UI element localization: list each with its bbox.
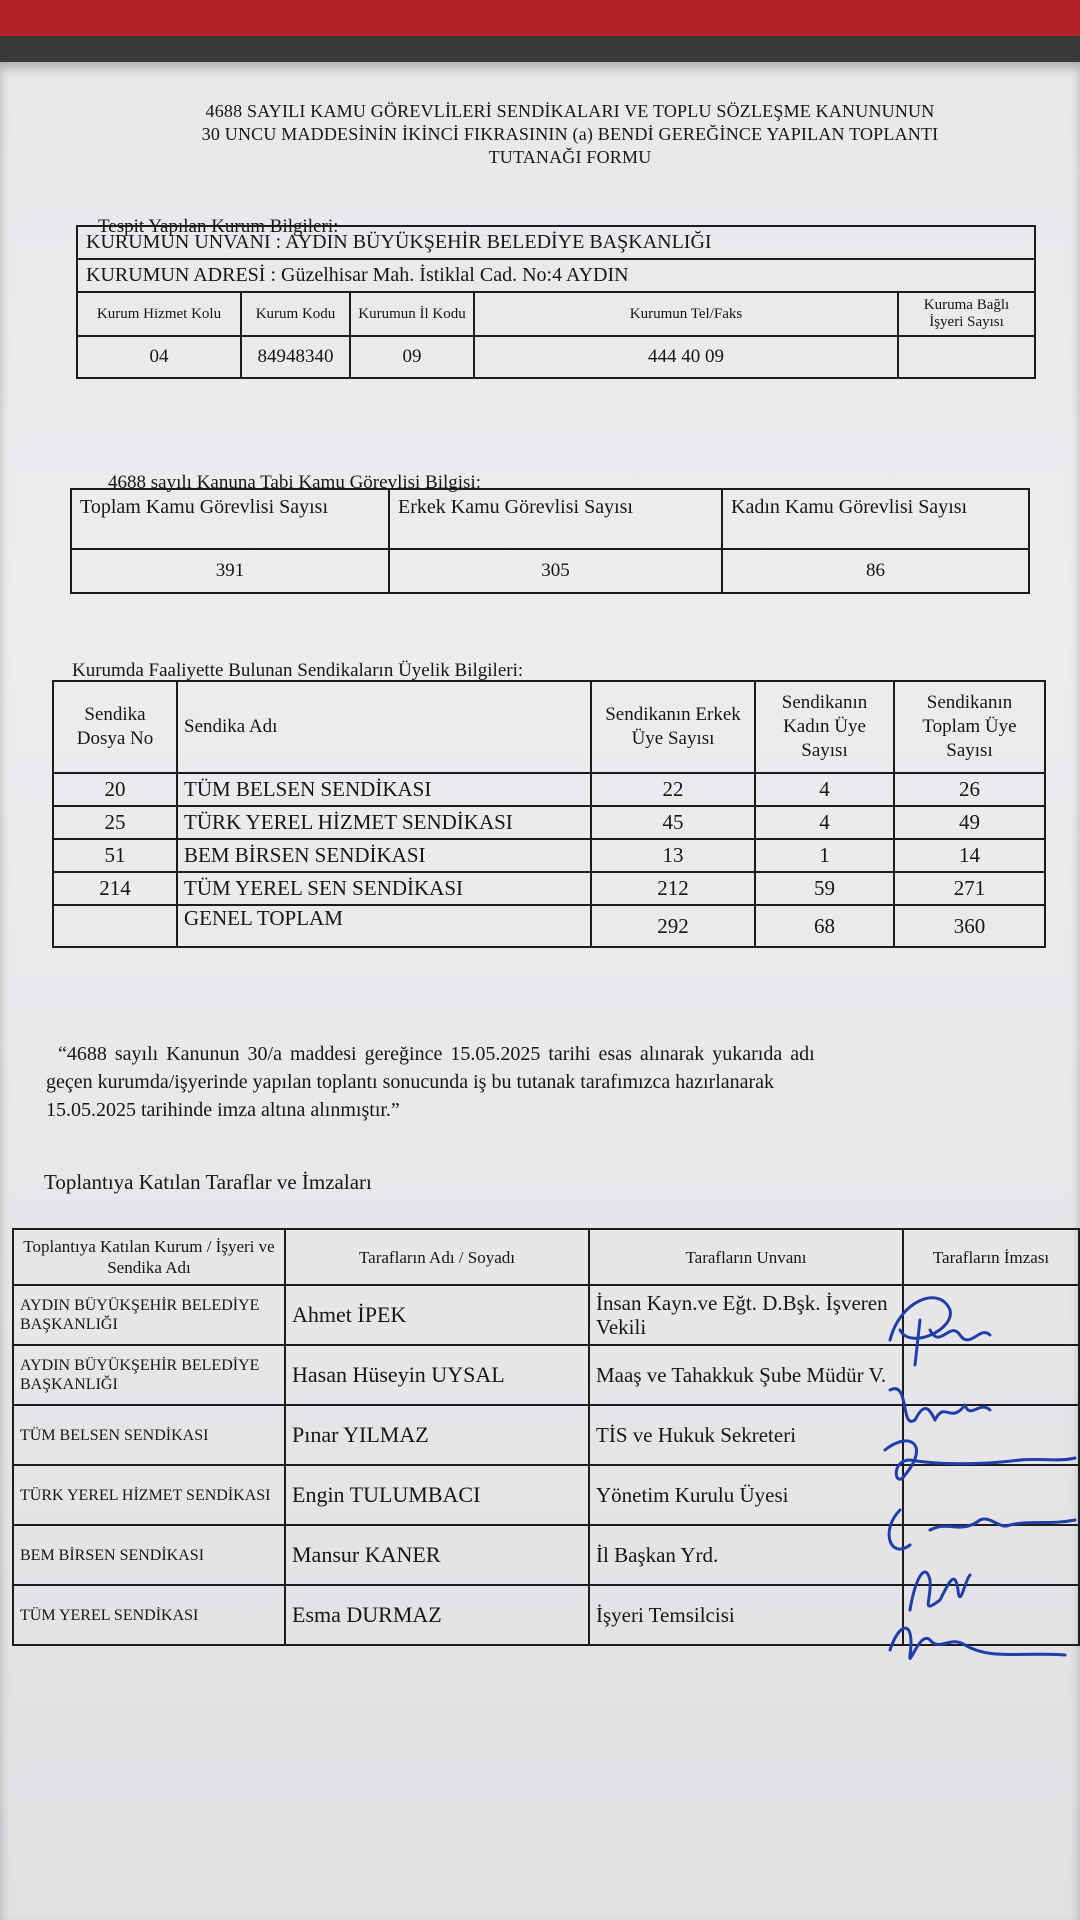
header-toplam-uye: Sendikanın Toplam Üye Sayısı xyxy=(894,681,1045,773)
cell-dosya-no: 25 xyxy=(53,806,177,839)
table-row xyxy=(53,773,1045,806)
statement-paragraph xyxy=(46,1040,1080,1124)
kurum-caption: Tespit Yapılan Kurum Bilgileri: xyxy=(98,216,339,237)
cell-unvan: Maaş ve Tahakkuk Şube Müdür V. xyxy=(589,1345,903,1405)
value-tel-faks: 444 40 09 xyxy=(474,336,898,378)
cell-kadin: 4 xyxy=(755,773,894,806)
cell-kadin: 1 xyxy=(755,839,894,872)
signature-6 xyxy=(890,1628,1065,1658)
cell-toplam: 26 xyxy=(894,773,1045,806)
cell-unvan: Yönetim Kurulu Üyesi xyxy=(589,1465,903,1525)
personel-caption: 4688 sayılı Kanuna Tabi Kamu Görevlisi Bilgisi: xyxy=(108,472,482,493)
header-toplam: Toplam Kamu Görevlisi Sayısı xyxy=(71,489,389,549)
header-erkek: Erkek Kamu Görevlisi Sayısı xyxy=(389,489,722,549)
header-isyeri-sayisi: Kuruma Bağlı İşyeri Sayısı xyxy=(898,292,1035,336)
header-kurum-adi: Toplantıya Katılan Kurum / İşyeri ve Sendika Adı xyxy=(13,1229,285,1285)
cell-sendika-adi: BEM BİRSEN SENDİKASI xyxy=(177,839,591,872)
title-line-3: TUTANAĞI FORMU xyxy=(488,147,652,167)
value-isyeri-sayisi xyxy=(898,336,1035,378)
cell-erkek: 212 xyxy=(591,872,755,905)
cell-ad-soyad: Hasan Hüseyin UYSAL xyxy=(285,1345,589,1405)
cell-kadin: 59 xyxy=(755,872,894,905)
signature-4 xyxy=(889,1510,1075,1549)
cell-dosya-no: 214 xyxy=(53,872,177,905)
cell-ad-soyad: Ahmet İPEK xyxy=(285,1285,589,1345)
cell-genel-toplam: GENEL TOPLAM xyxy=(177,905,591,947)
cell-dosya-no: 20 xyxy=(53,773,177,806)
cell-unvan: İnsan Kayn.ve Eğt. D.Bşk. İşveren Vekili xyxy=(589,1285,903,1345)
table-row xyxy=(53,806,1045,839)
title-line-1: 4688 SAYILI KAMU GÖREVLİLERİ SENDİKALARI VE TOPLU SÖZLEŞME KANUNUNUN xyxy=(205,101,935,121)
signature-3 xyxy=(885,1441,1075,1479)
cell-kurum: AYDIN BÜYÜKŞEHİR BELEDİYE BAŞKANLIĞI xyxy=(13,1345,285,1405)
value-kurum-kodu: 84948340 xyxy=(241,336,350,378)
cell-toplam: 14 xyxy=(894,839,1045,872)
cell-kadin: 4 xyxy=(755,806,894,839)
statement-line-3: 15.05.2025 tarihinde imza altına alınmıştır.” xyxy=(46,1099,400,1121)
header-kurum-kodu: Kurum Kodu xyxy=(241,292,350,336)
title-line-2: 30 UNCU MADDESİNİN İKİNCİ FIKRASININ (a) BENDİ GEREĞİNCE YAPILAN TOPLANTI xyxy=(201,124,939,144)
cell-kurum: TÜM YEREL SENDİKASI xyxy=(13,1585,285,1645)
cell-unvan: TİS ve Hukuk Sekreteri xyxy=(589,1405,903,1465)
value-erkek: 305 xyxy=(389,549,722,593)
cell-ad-soyad: Pınar YILMAZ xyxy=(285,1405,589,1465)
cell-sendika-adi: TÜM YEREL SEN SENDİKASI xyxy=(177,872,591,905)
header-unvan: Tarafların Unvanı xyxy=(589,1229,903,1285)
header-sendika-adi: Sendika Adı xyxy=(177,681,591,773)
header-imza: Tarafların İmzası xyxy=(903,1229,1079,1285)
header-tel-faks: Kurumun Tel/Faks xyxy=(474,292,898,336)
cell-sendika-adi: TÜM BELSEN SENDİKASI xyxy=(177,773,591,806)
value-hizmet-kolu: 04 xyxy=(77,336,241,378)
cell-kadin: 68 xyxy=(755,905,894,947)
header-kadin-uye: Sendikanın Kadın Üye Sayısı xyxy=(755,681,894,773)
cell-erkek: 13 xyxy=(591,839,755,872)
signature-2 xyxy=(890,1389,990,1422)
cell-erkek: 45 xyxy=(591,806,755,839)
cell-kurum: TÜRK YEREL HİZMET SENDİKASI xyxy=(13,1465,285,1525)
header-dosya-no: Sendika Dosya No xyxy=(53,681,177,773)
cell-sendika-adi: TÜRK YEREL HİZMET SENDİKASI xyxy=(177,806,591,839)
signature-5 xyxy=(910,1572,970,1610)
header-ad-soyad: Tarafların Adı / Soyadı xyxy=(285,1229,589,1285)
cell-unvan: İl Başkan Yrd. xyxy=(589,1525,903,1585)
statement-line-1: “4688 sayılı Kanunun 30/a maddesi gereğince 15.05.2025 tarihi esas alınarak yukarıda adı xyxy=(58,1043,815,1065)
kurum-table xyxy=(76,225,1036,379)
cell-dosya-no: 51 xyxy=(53,839,177,872)
cell-unvan: İşyeri Temsilcisi xyxy=(589,1585,903,1645)
value-toplam: 391 xyxy=(71,549,389,593)
cell-erkek: 292 xyxy=(591,905,755,947)
cell-kurum: BEM BİRSEN SENDİKASI xyxy=(13,1525,285,1585)
taraflar-caption: Toplantıya Katılan Taraflar ve İmzaları xyxy=(44,1170,372,1194)
cell-toplam: 271 xyxy=(894,872,1045,905)
header-erkek-uye: Sendikanın Erkek Üye Sayısı xyxy=(591,681,755,773)
cell-ad-soyad: Engin TULUMBACI xyxy=(285,1465,589,1525)
value-il-kodu: 09 xyxy=(350,336,474,378)
kurum-unvan: KURUMUN UNVANI : AYDIN BÜYÜKŞEHİR BELEDİYE BAŞKANLIĞI xyxy=(77,226,1035,259)
cell-toplam: 49 xyxy=(894,806,1045,839)
table-row xyxy=(53,872,1045,905)
table-row xyxy=(53,839,1045,872)
statement-line-2: geçen kurumda/işyerinde yapılan toplantı sonucunda iş bu tutanak tarafımızca hazırlanarak xyxy=(46,1071,775,1093)
cell-kurum: TÜM BELSEN SENDİKASI xyxy=(13,1405,285,1465)
total-row xyxy=(53,905,1045,947)
cell-erkek: 22 xyxy=(591,773,755,806)
cell-dosya-no xyxy=(53,905,177,947)
signature-1 xyxy=(890,1298,990,1365)
cell-toplam: 360 xyxy=(894,905,1045,947)
header-kadin: Kadın Kamu Görevlisi Sayısı xyxy=(722,489,1029,549)
cell-ad-soyad: Mansur KANER xyxy=(285,1525,589,1585)
personel-table xyxy=(70,488,1030,594)
header-il-kodu: Kurumun İl Kodu xyxy=(350,292,474,336)
value-kadin: 86 xyxy=(722,549,1029,593)
signatures-graphic xyxy=(870,1280,1080,1680)
cell-kurum: AYDIN BÜYÜKŞEHİR BELEDİYE BAŞKANLIĞI xyxy=(13,1285,285,1345)
kurum-adres: KURUMUN ADRESİ : Güzelhisar Mah. İstiklal Cad. No:4 AYDIN xyxy=(77,259,1035,292)
cell-ad-soyad: Esma DURMAZ xyxy=(285,1585,589,1645)
sendika-caption: Kurumda Faaliyette Bulunan Sendikaların Üyelik Bilgileri: xyxy=(72,660,524,681)
document-title xyxy=(100,100,1040,169)
header-hizmet-kolu: Kurum Hizmet Kolu xyxy=(77,292,241,336)
sendika-table xyxy=(52,680,1046,948)
